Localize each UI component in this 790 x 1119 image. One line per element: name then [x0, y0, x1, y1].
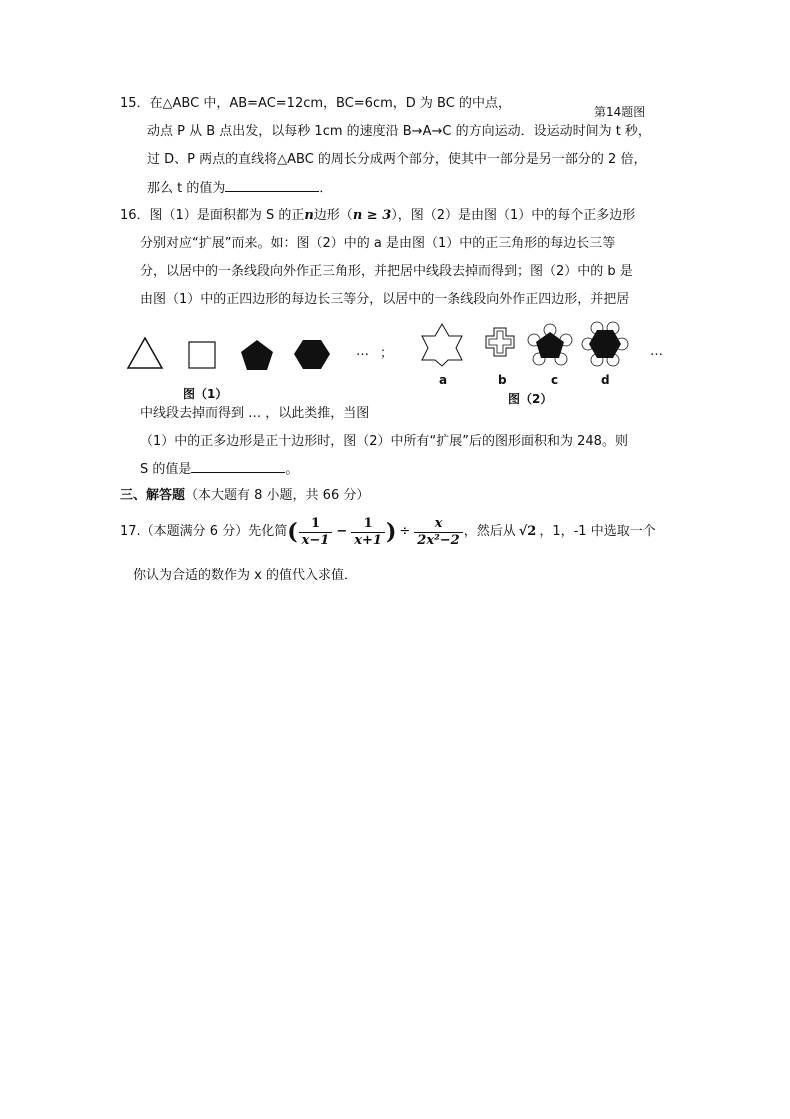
- q17-mid: ，然后从: [463, 524, 516, 539]
- q17-fraction-1: [299, 516, 333, 549]
- figure-1: [120, 328, 340, 378]
- q17-f3-den: 2x²−2: [417, 532, 460, 548]
- q16-line1-c: ），图（2）是由图（1）中的每个正多边形: [391, 208, 636, 223]
- q16-line2: 分别对应“扩展”而来。如：图（2）中的 a 是由图（1）中的正三角形的每边长三等: [140, 236, 616, 251]
- q16-line7-prefix: S 的值是: [140, 462, 192, 477]
- fig2-label-c: c: [551, 373, 559, 387]
- q16-line7-suffix: 。: [285, 462, 299, 477]
- q17-f1-den: x−1: [301, 532, 330, 548]
- q16-line3: 分，以居中的一条线段向外作正三角形，并把居中线段去掉而得到；图（2）中的 b 是: [140, 264, 633, 279]
- fig1-ellipsis: …: [356, 344, 369, 359]
- q17-f2-num: 1: [351, 516, 385, 533]
- pentagon-extended-c: [528, 324, 572, 365]
- q16-n-var: n: [304, 208, 314, 223]
- q17-divide: ÷: [399, 524, 411, 539]
- fig14-note: 第14题图: [594, 105, 646, 119]
- q17-fraction-3: [414, 516, 462, 549]
- fig-separator: ；: [380, 346, 394, 361]
- hexagon-shape: [294, 340, 330, 369]
- q16-line5: 中线段去掉而得到 … ，以此类推，当图: [140, 406, 370, 421]
- q17-minus: −: [336, 524, 348, 539]
- q15-line4-prefix: 那么 t 的值为: [147, 181, 226, 196]
- fig2-label-b: b: [498, 373, 507, 387]
- q17-close-paren: ): [385, 519, 397, 545]
- q15-answer-blank[interactable]: [225, 177, 319, 192]
- q17-prefix: 17.（本题满分 6 分）先化简: [120, 524, 288, 539]
- q17-suffix: ，1，-1 中选取一个: [539, 524, 656, 539]
- q16-line7: [140, 458, 298, 480]
- q17-f3-num: x: [414, 516, 462, 533]
- q16-answer-blank[interactable]: [191, 458, 285, 473]
- q16-condition: n ≥ 3: [352, 208, 392, 223]
- q15-line2: 动点 P 从 B 点出发，以每秒 1cm 的速度沿 B→A→C 的方向运动．设运动时间为 t 秒，: [147, 124, 651, 139]
- square-shape: [189, 342, 215, 368]
- q15-line4: [147, 177, 332, 199]
- q16-line1-a: 16．图（1）是面积都为 S 的正: [120, 208, 305, 223]
- q15-line1: 15．在△ABC 中，AB=AC=12cm，BC=6cm，D 为 BC 的中点，: [120, 96, 511, 111]
- pentagon-shape: [241, 340, 273, 370]
- q17-line1: [120, 512, 656, 552]
- q17-sqrt: √2: [518, 524, 537, 539]
- q17-fraction-2: [351, 516, 385, 549]
- fig2-label-d: d: [601, 373, 610, 387]
- q17-f1-num: 1: [299, 516, 333, 533]
- figure-2-caption: 图（2）: [508, 392, 553, 406]
- cross-shape-b: [486, 328, 514, 356]
- figure-1-caption: 图（1）: [183, 387, 228, 401]
- q17-line2: 你认为合适的数作为 x 的值代入求值．: [133, 568, 357, 583]
- q16-line1-b: 边形（: [313, 208, 353, 223]
- star-shape-a: [422, 324, 462, 366]
- figure-2: [414, 318, 644, 368]
- q16-line1: [120, 206, 635, 226]
- fig2-ellipsis: …: [650, 344, 663, 359]
- section-3-heading: [120, 486, 369, 506]
- q17-f2-den: x+1: [354, 532, 382, 548]
- q15-line3: 过 D、P 两点的直线将△ABC 的周长分成两个部分，使其中一部分是另一部分的 2 倍，: [147, 152, 647, 167]
- q17-open-paren: (: [287, 519, 298, 545]
- triangle-shape: [128, 338, 162, 368]
- q15-line4-suffix: ．: [319, 181, 333, 196]
- section-3-note: （本大题有 8 小题，共 66 分）: [185, 488, 370, 503]
- hexagon-extended-d: [582, 322, 628, 366]
- fig2-label-a: a: [439, 373, 448, 387]
- q16-line4: 由图（1）中的正四边形的每边长三等分，以居中的一条线段向外作正四边形，并把居: [140, 292, 630, 307]
- section-3-title: 三、解答题: [120, 488, 186, 503]
- q16-line6: （1）中的正多边形是正十边形时，图（2）中所有“扩展”后的图形面积和为 248。则: [140, 434, 628, 449]
